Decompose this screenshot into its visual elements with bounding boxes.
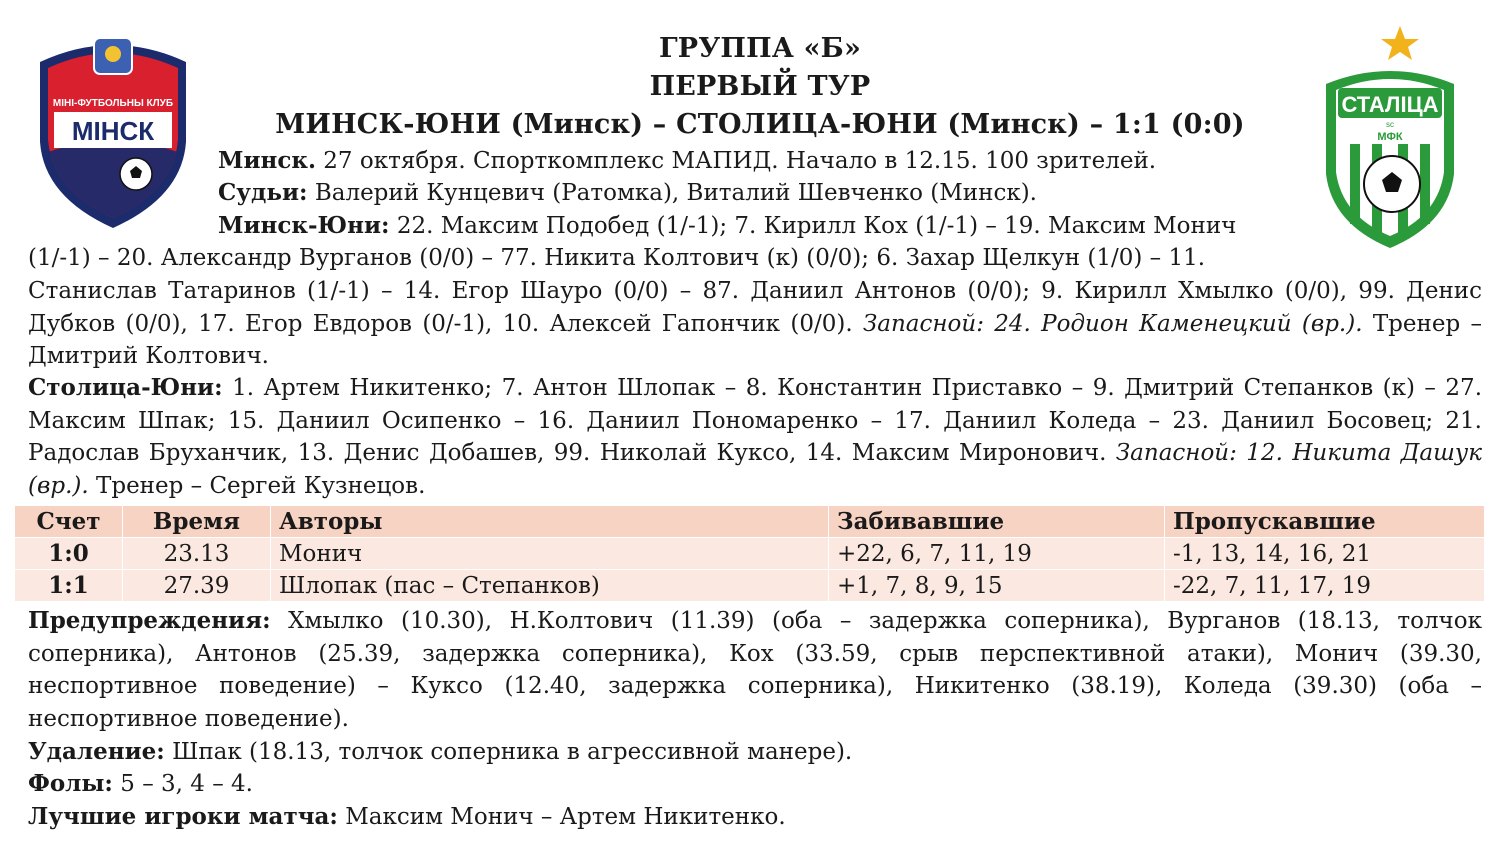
- match-title: МИНСК-ЮНИ (Минск) – СТОЛИЦА-ЮНИ (Минск) – 1:1 (0:0): [275, 109, 1245, 140]
- team1-line1: [218, 210, 1308, 243]
- goal-author: Шлопак (пас – Степанков): [271, 570, 829, 602]
- team1-lineup-rest: [28, 275, 1482, 373]
- referees-line: [218, 177, 1298, 210]
- col-time: Время: [123, 506, 271, 538]
- col-scorers-on-court: Забивавшие: [829, 506, 1165, 538]
- team1-lineup-part1: 22. Максим Подобед (1/-1); 7. Кирилл Кох (1/-1) – 19. Максим Монич: [389, 213, 1237, 239]
- team1-lineup-part3: Станислав Татаринов (1/-1) – 14. Егор Шауро (0/0) – 87. Даниил Антонов (0/0); 9. Кирилл Хмылко (0/0), 99. Денис Дубков (0/0), 17. Егор Евдоров (0/-1), 10. Алексей Гапончик (0/0).: [28, 278, 1482, 337]
- goal-time: 27.39: [123, 570, 271, 602]
- goal-on-court-minus: -22, 7, 11, 17, 19: [1165, 570, 1485, 602]
- table-row: [15, 570, 1485, 602]
- col-authors: Авторы: [271, 506, 829, 538]
- referees-text: Валерий Кунцевич (Ратомка), Виталий Шевченко (Минск).: [307, 180, 1037, 206]
- goals-table-header: [15, 506, 1485, 538]
- goal-on-court-plus: +1, 7, 8, 9, 15: [829, 570, 1165, 602]
- fouls-text: 5 – 3, 4 – 4.: [112, 771, 253, 797]
- best-players-text: Максим Монич – Артем Никитенко.: [337, 804, 786, 830]
- minsk-club-logo: [32, 32, 194, 232]
- team1-subs: Запасной: 24. Родион Каменецкий (вр.).: [862, 310, 1363, 337]
- sendoff-line: [28, 736, 1482, 769]
- sendoff-text: Шпак (18.13, толчок соперника в агрессивной манере).: [164, 739, 853, 765]
- warnings-text: Хмылко (10.30), Н.Колтович (11.39) (оба – задержка соперника), Вурганов (18.13, толчок соперника), Антонов (25.39, задержка соперника), Кох (33.59, срыв перспективной атаки), Монич (39.30, неспортивное поведение) – Куксо (12.40, задержка соперника), Никитенко (38.19), Коледа (39.30) (оба – неспортивное поведение).: [28, 608, 1482, 732]
- goal-author: Монич: [271, 538, 829, 570]
- stalica-logo-small: sc: [1386, 120, 1394, 129]
- goal-on-court-plus: +22, 6, 7, 11, 19: [829, 538, 1165, 570]
- round-title: ПЕРВЫЙ ТУР: [649, 71, 871, 102]
- col-conceders-on-court: Пропускавшие: [1165, 506, 1485, 538]
- stalica-logo-name: СТАЛIЦА: [1341, 92, 1439, 117]
- referees-label: Судьи:: [218, 179, 308, 206]
- fouls-label: Фолы:: [28, 770, 113, 797]
- group-title: ГРУППА «Б»: [658, 33, 862, 64]
- best-players-line: [28, 801, 1482, 834]
- venue-line: [218, 145, 1298, 178]
- stalica-club-logo: [1320, 24, 1460, 252]
- sendoff-label: Удаление:: [28, 738, 165, 765]
- minsk-logo-arc-text: МIНI-ФУТБОЛЬНЫ КЛУБ: [52, 98, 174, 109]
- warnings-label: Предупреждения:: [28, 607, 271, 634]
- fouls-line: [28, 768, 1482, 801]
- goal-score: 1:0: [15, 538, 123, 570]
- team1-label: Минск-Юни:: [218, 212, 390, 239]
- venue-label: Минск.: [218, 147, 316, 174]
- goal-score: 1:1: [15, 570, 123, 602]
- warnings-paragraph: [28, 605, 1482, 735]
- table-row: [15, 538, 1485, 570]
- venue-text: 27 октября. Спорткомплекс МАПИД. Начало в 12.15. 100 зрителей.: [315, 148, 1157, 174]
- team2-label: Столица-Юни:: [28, 374, 223, 401]
- goal-time: 23.13: [123, 538, 271, 570]
- minsk-logo-name: МIНСК: [71, 116, 155, 146]
- team1-coach: Тренер – Дмитрий Колтович.: [28, 310, 1482, 369]
- col-score: Счет: [15, 506, 123, 538]
- best-players-label: Лучшие игроки матча:: [28, 803, 338, 830]
- goal-on-court-minus: -1, 13, 14, 16, 21: [1165, 538, 1485, 570]
- goals-table: [14, 505, 1485, 602]
- team2-subs: Запасной: 12. Никита Дашук (вр.).: [28, 440, 1483, 499]
- team1-line2: (1/-1) – 20. Александр Вурганов (0/0) – 77. Никита Колтович (к) (0/0); 6. Захар Щелкун (1/0) – 11.: [28, 245, 1206, 271]
- stalica-logo-letters: МФК: [1377, 131, 1403, 143]
- team2-text: 1. Артем Никитенко; 7. Антон Шлопак – 8. Константин Приставко – 9. Дмитрий Степанков (к) – 27. Максим Шпак; 15. Даниил Осипенко – 16. Даниил Пономаренко – 17. Даниил Коледа – 23. Даниил Босовец; 21. Радослав Бруханчик, 13. Денис Добашев, 99. Николай Куксо, 14. Максим Миронович.: [28, 375, 1482, 466]
- team2-lineup: [28, 372, 1482, 502]
- team2-coach: Тренер – Сергей Кузнецов.: [88, 472, 426, 499]
